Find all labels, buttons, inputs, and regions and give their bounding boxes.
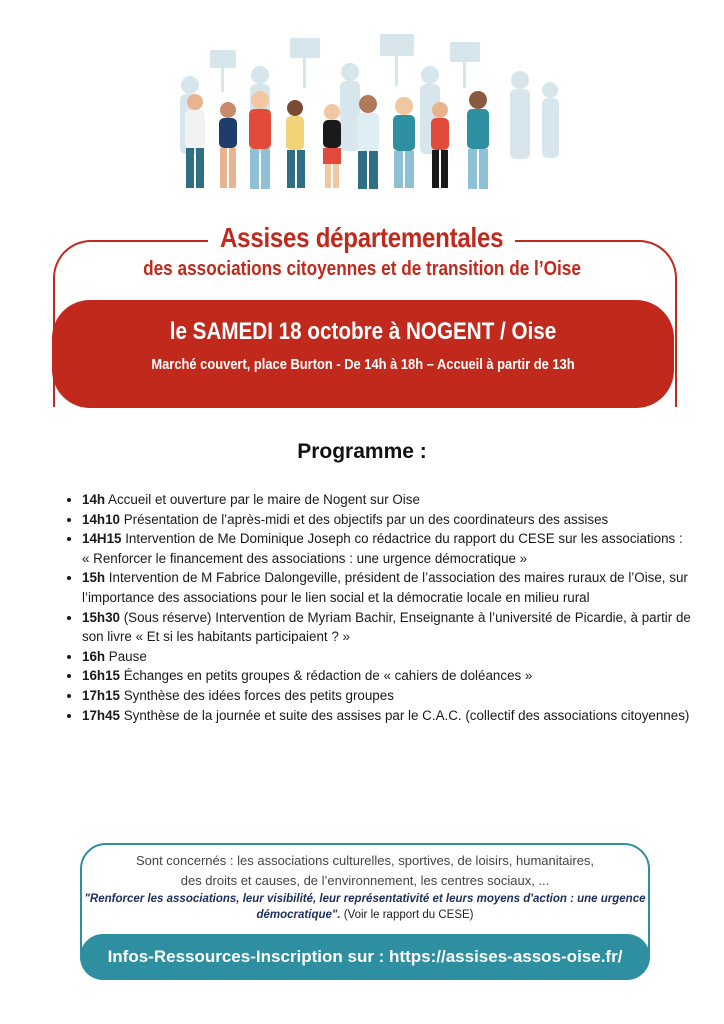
cese-quote: "Renforcer les associations, leur visibilité, leur représentativité et leurs moyens d'action : une urgence démocratique". (84, 893, 646, 921)
cese-reference: (Voir le rapport du CESE) (340, 909, 474, 921)
item-text: Pause (105, 648, 147, 664)
title-wrap (0, 222, 724, 254)
item-time: 14h (82, 492, 106, 507)
programme-list (62, 490, 692, 725)
crowd-illustration (150, 30, 570, 200)
concerned-line-2: des droits et causes, de l’environnement, les centres sociaux, ... (180, 873, 550, 888)
list-item (82, 666, 692, 686)
item-time: 15h30 (82, 609, 120, 625)
item-time: 17h15 (82, 687, 120, 703)
list-item (82, 647, 692, 667)
concerned-text (80, 851, 650, 891)
item-text: Synthèse de la journée et suite des assises par le C.A.C. (collectif des associations citoyennes) (119, 707, 690, 723)
info-link[interactable]: Infos-Ressources-Inscription sur : https://assises-assos-oise.fr/ (80, 934, 650, 980)
list-item (82, 608, 692, 647)
page-title: Assises départementales (208, 222, 515, 254)
list-item (82, 510, 692, 530)
item-text: Intervention de M Fabrice Dalongeville, président de l’association des maires ruraux de l’Oise, sur l’importance des associations pour le lien social et la démocratie locale en milieu rural (82, 570, 688, 605)
item-text: Synthèse des idées forces des petits groupes (119, 687, 394, 703)
event-date: le SAMEDI 18 octobre à NOGENT / Oise (169, 318, 557, 345)
item-text: Échanges en petits groupes & rédaction de « cahiers de doléances » (119, 668, 533, 684)
item-time: 14h10 (82, 511, 120, 527)
list-item (82, 529, 692, 568)
list-item (82, 568, 692, 607)
list-item (82, 706, 692, 726)
list-item (82, 490, 692, 510)
item-time: 14H15 (82, 531, 122, 547)
event-place: Marché couvert, place Burton - De 14h à 18h – Accueil à partir de 13h (151, 356, 575, 373)
item-time: 16h (82, 648, 106, 664)
event-band (52, 300, 674, 408)
item-text: Accueil et ouverture par le maire de Nogent sur Oise (105, 492, 420, 507)
item-text: Intervention de Me Dominique Joseph co rédactrice du rapport du CESE sur les associations : « Renforcer le financement des associations : une urgence démocratique » (82, 531, 683, 566)
item-text: Présentation de l’après-midi et des objectifs par un des coordinateurs des assises (119, 511, 609, 527)
item-time: 16h15 (82, 668, 120, 684)
item-text: (Sous réserve) Intervention de Myriam Bachir, Enseignante à l’université de Picardie, à partir de son livre « Et si les habitants participaient ? » (82, 609, 691, 645)
list-item (82, 686, 692, 706)
programme-title: Programme : (297, 440, 427, 463)
item-time: 15h (82, 570, 106, 586)
page-subtitle: des associations citoyennes et de transition de l’Oise (143, 258, 581, 280)
item-time: 17h45 (82, 707, 120, 723)
concerned-line-1: Sont concernés : les associations culturelles, sportives, de loisirs, humanitaires, (135, 853, 595, 868)
quote-block (80, 891, 650, 923)
